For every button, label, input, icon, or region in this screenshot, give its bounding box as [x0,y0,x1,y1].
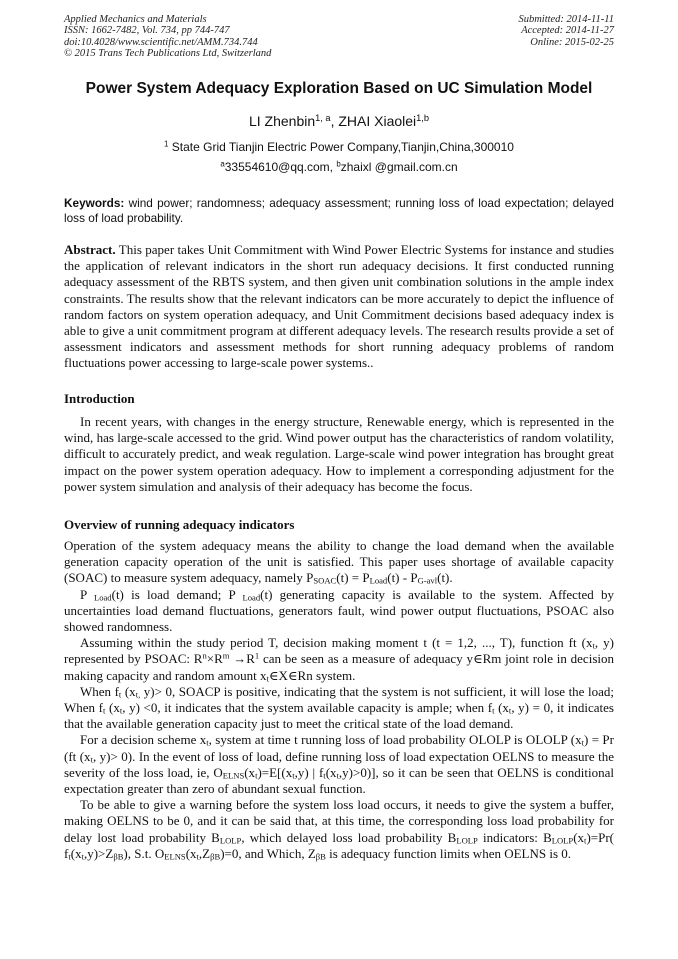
journal-header-left [64,14,271,60]
affiliation-text: State Grid Tianjin Electric Power Company,Tianjin,China,300010 [171,140,514,154]
paragraph: Assuming within the study period T, decision making moment t (t = 1,2, ..., T), function ft ($x_t$, y) represented by PSOAC: $R^n\times R^m \to R^1$ can be seen as a measure of adequacy y∈Rm joint role in decision making capacity and random amount $x_t\in X\in Rn$ system. [64,635,614,684]
accepted-date: Accepted: 2014-11-27 [521,25,614,37]
doi-line[interactable]: doi:10.4028/www.scientific.net/AMM.734.744 [64,36,258,48]
author-name: LI Zhenbin [248,113,316,129]
paragraph: When $f_t$ ($x_{t,}$ y)> 0, SOACP is positive, indicating that the system is not sufficient, it will lose the load; When $f_t$ ($x_t$, y) <0, it indicates that the system available capacity is ample; when $f_t$ ($x_t$, y) = 0, it indicates that the available generation capacity just to meet the critical state of the load demand. [64,683,614,732]
issn-line: ISSN: 1662-7482, Vol. 734, pp 744-747 [64,25,230,37]
keywords-text: wind power; randomness; adequacy assessment; running loss of load expectation; delayed loss of load probability. [64,196,614,225]
keywords-block [64,196,614,226]
section-heading-overview: Overview of running adequacy indicators [64,517,295,532]
affiliation [0,140,678,154]
copyright-line: © 2015 Trans Tech Publications Ltd, Switzerland [64,48,272,60]
author-separator: , [330,113,339,129]
submitted-date: Submitted: 2014-11-11 [518,14,614,25]
online-date: Online: 2015-02-25 [530,36,614,48]
author-name: ZHAI Xiaolei [338,113,417,129]
paragraph: To be able to give a warning before the system loss load occurs, it needs to give the system a buffer, making OELNS to be 0, and it can be said that, at this time, the corresponding loss load probability for delay lost load probability $B_{LOLP}$, which delayed loss load probability $B_{LOLP}$ indicators: $B_{LOLP}(x_t)=Pr$( $f_t(x_t,y)>Z_{\beta B}$), S.t. $O_{ELNS}(x_t,Z_{\beta B})=0$, and Which, $Z_{\beta B}$ is adequacy function limits when OELNS is 0. [64,797,614,862]
introduction-body [64,414,614,495]
email-superscript: a [220,159,225,169]
affiliation-superscript: 1 [164,139,169,149]
abstract-block [64,242,614,372]
keywords-label: Keywords: [64,196,125,210]
section-heading-introduction: Introduction [64,391,135,406]
email-address[interactable]: zhaixl @gmail.com.cn [340,160,458,174]
email-line [0,160,678,174]
abstract-text: This paper takes Unit Commitment with Wind Power Electric Systems for instance and studies the application of relevant indicators in the short run adequacy decisions. It first conducted running adequacy assessment of the RBTS system, and then given unit combination solutions in the ample index constraints. The results show that the relevant indicators can be more accurately to depict the influence of random factors on system operation adequacy, and Unit Commitment decisions based adequacy index is able to give a unit commitment program at different adequacy levels. The research results provide a set of assessment indicators and assessment methods for short running adequacy problems of random fluctuations power accessing to large-scale power systems.. [64,242,614,371]
author-superscript: 1, a [315,112,331,123]
journal-name: Applied Mechanics and Materials [64,14,207,25]
paragraph: In recent years, with changes in the energy structure, Renewable energy, which is represented in the wind, has large-scale accessed to the grid. Wind power output has the characteristics of random volatility, difficult to accurately predict, and weak regulation. Large-scale wind power integration has brought great impact on the power system operation adequacy. How to implement a corresponding adjustment for the power system simulation and analysis of their adequacy has become the focus. [64,414,614,494]
author-superscript: 1,b [416,112,429,123]
paragraph: P $_{Load}$(t) is load demand; P $_{Load}$(t) generating capacity is available to the system. Affected by uncertainties load demand fluctuations, generators fault, wind power output fluctuations, PSOAC also showed randomness. [64,586,614,635]
email-address[interactable]: 33554610@qq.com, [224,160,337,174]
author-line [0,113,678,129]
overview-body [64,538,614,862]
abstract-label: Abstract. [64,242,116,257]
journal-header-right [518,14,614,48]
paragraph: For a decision scheme $x_t$, system at time t running loss of load probability OLOLP is OLOLP $(x_t) = Pr$ (ft ($x_t$, y)> 0). In the event of loss of load, define running loss of load expectation OELNS to measure the severity of the loss load, ie, $O_{ELNS}(x_t)=E[(x_t,y)$ | $f_t(x_t,y)>0$)], so it can be seen that OELNS is conditional expectation greater than zero of abundant sexual function. [64,732,614,797]
email-superscript: b [336,159,341,169]
paper-title: Power System Adequacy Exploration Based on UC Simulation Model [85,80,593,97]
paragraph: Operation of the system adequacy means the ability to change the load demand when the available generation capacity operation of the unit is satisfied. This paper uses shortage of available capacity (SOAC) to measure system adequacy, namely $P_{SOAC}(t) = P_{Load}(t) - P_{G-avl}(t)$. [64,538,614,587]
